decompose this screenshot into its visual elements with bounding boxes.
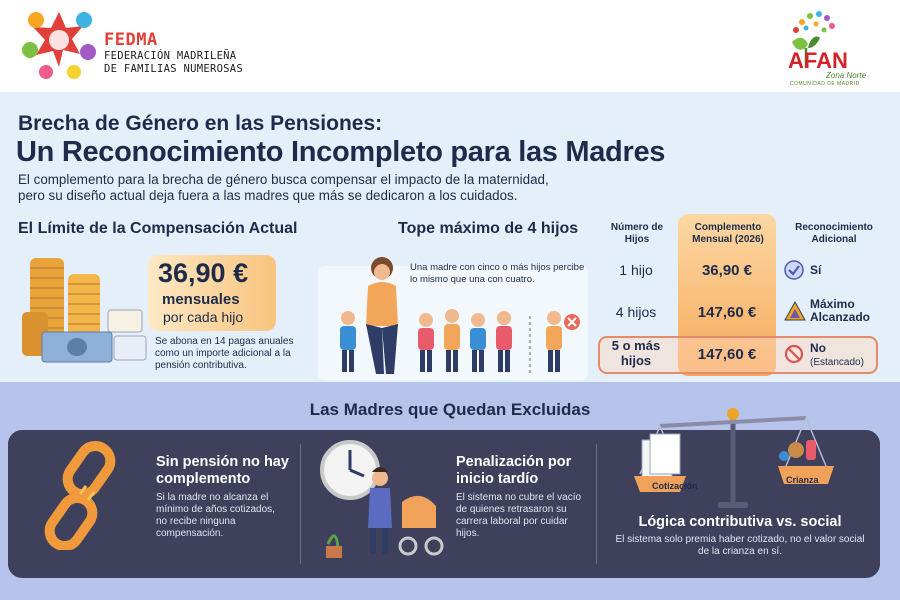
title-line1: Brecha de Género en las Pensiones: — [18, 112, 383, 135]
title-line2: Un Reconocimiento Incompleto para las Madres — [16, 136, 666, 168]
table-row-3-monto: 147,60 € — [697, 346, 757, 363]
table-row-1-hijos: 1 hijo — [619, 262, 653, 278]
price-note: Se abona en 14 pagas anuales como un importe adicional a la pensión contributiva. — [155, 336, 294, 371]
scale-label-cotizacion: Cotización — [652, 481, 698, 491]
tope-note: Una madre con cinco o más hijos percibe lo mismo que una con cuatro. — [410, 262, 585, 285]
afan-name: AFAN — [788, 48, 848, 73]
prohibited-icon — [784, 344, 804, 364]
compensation-table — [596, 210, 886, 380]
card-3-title: Lógica contributiva vs. social — [638, 514, 842, 530]
balance-scale-icon — [620, 404, 846, 510]
scale-label-crianza: Crianza — [786, 475, 819, 485]
afan-subtitle: Zona Norte — [826, 71, 867, 80]
table-row-1-reconocimiento: Sí — [810, 263, 822, 277]
afan-subtitle-2: COMUNIDAD DE MADRID — [790, 81, 860, 87]
table-row-2-reconocimiento: Máximo Alcanzado — [810, 297, 871, 324]
table-header-complemento: Complemento Mensual (2026) — [692, 222, 764, 245]
header — [0, 0, 900, 92]
table-row-3-hijos: 5 o más hijos — [611, 338, 661, 368]
table-row-2-hijos: 4 hijos — [615, 304, 657, 320]
check-icon — [784, 260, 804, 280]
card-3-text: El sistema solo premia haber cotizado, no el valor social de la crianza en sí. — [615, 534, 865, 557]
table-header-reconocimiento: Reconocimiento Adicional — [795, 222, 873, 245]
card-2-text: El sistema no cubre el vacío de quienes retrasaron su carrera laboral por cuidar hijos. — [456, 492, 582, 539]
price-por-hijo: por cada hijo — [163, 309, 244, 325]
fedma-line2: DE FAMILIAS NUMEROSAS — [104, 63, 244, 75]
card-1-title: Sin pensión no hay complemento — [156, 454, 289, 487]
limit-title: El Límite de la Compensación Actual — [18, 220, 298, 237]
divider-2 — [596, 444, 597, 564]
broken-chain-icon — [34, 440, 134, 550]
tope-title: Tope máximo de 4 hijos — [398, 220, 579, 237]
divider-1 — [300, 444, 301, 564]
price-mensuales: mensuales — [162, 291, 240, 308]
table-header-hijos: Número de Hijos — [610, 222, 664, 245]
fedma-name: FEDMA — [104, 30, 158, 50]
fedma-logo-icon — [22, 10, 96, 80]
clock-stroller-icon — [316, 436, 446, 562]
table-row-3-detalle: (Estancado) — [810, 357, 864, 368]
coins-money-icon — [22, 252, 152, 368]
table-row-3-reconocimiento: No — [810, 341, 826, 355]
intro-text: El complemento para la brecha de género busca compensar el impacto de la maternidad, pero su diseño actual deja fuera a las madres que más se dedicaron a los cuidados. — [18, 172, 549, 203]
warning-triangle-icon — [784, 300, 806, 322]
card-1-text: Si la madre no alcanza el mínimo de años cotizados, no recibe ninguna compensación. — [156, 492, 275, 539]
fedma-line1: FEDERACIÓN MADRILEÑA — [104, 50, 237, 62]
table-row-1-monto: 36,90 € — [701, 262, 753, 279]
card-2-title: Penalización por inicio tardío — [456, 454, 572, 487]
table-row-2-monto: 147,60 € — [697, 304, 757, 321]
excluded-title: Las Madres que Quedan Excluidas — [309, 400, 591, 419]
price-amount: 36,90 € — [158, 258, 249, 288]
